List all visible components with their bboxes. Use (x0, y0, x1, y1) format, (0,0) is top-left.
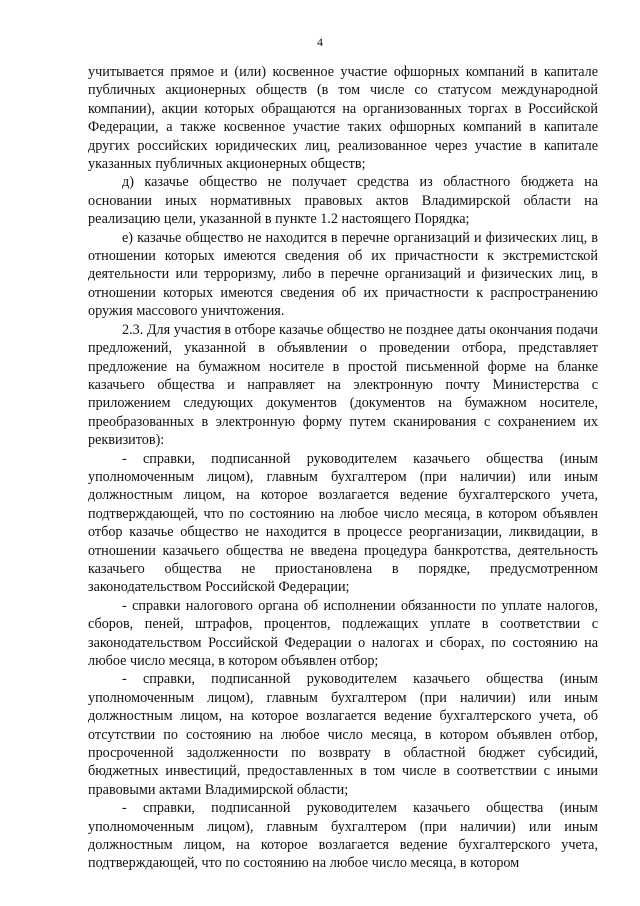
paragraph-offshore-participation: учитывается прямое и (или) косвенное участие офшорных компаний в капитале публичных акционерных обществ (в том числе со статусом международной компании), акции которых обращаются на организованных торгах в Российской Федерации, а также косвенное участие таких офшорных компаний в капитале других российских юридических лиц, реализованное через участие в капитале указанных публичных акционерных обществ; (88, 64, 598, 173)
page-number: 4 (317, 35, 323, 49)
list-item-debt-certificate: - справки, подписанной руководителем казачьего общества (иным уполномоченным лицом), главным бухгалтером (при наличии) или иным должностным лицом, на которое возлагается ведение бухгалтерского учета, об отсутствии по состоянию на любое число месяца, в котором объявлен отбор, просроченной задолженности по возврату в областной бюджет субсидий, бюджетных инвестиций, предоставленных в том числе в соответствии с иными правовыми актами Владимирской области; (88, 671, 598, 798)
list-item-reorganization-certificate: - справки, подписанной руководителем казачьего общества (иным уполномоченным лицом), главным бухгалтером (при наличии) или иным должностным лицом, на которое возлагается ведение бухгалтерского учета, подтверждающей, что по состоянию на любое число месяца, в котором объявлен отбор казачье общество не находится в процессе реорганизации, ликвидации, в отношении казачьего общества не введена процедура банкротства, деятельность казачьего общества не приостановлена в порядке, предусмотренном законодательством Российской Федерации; (88, 450, 598, 596)
list-item-confirmation-certificate: - справки, подписанной руководителем казачьего общества (иным уполномоченным лицом), главным бухгалтером (при наличии) или иным должностным лицом, на которое возлагается ведение бухгалтерского учета, подтверждающей, что по состоянию на любое число месяца, в котором (88, 800, 598, 872)
paragraph-item-e: е) казачье общество не находится в перечне организаций и физических лиц, в отношении которых имеются сведения об их причастности к экстремистской деятельности или терроризму, либо в перечне организаций и физических лиц, в отношении которых имеются сведения об их причастности к распространению оружия массового уничтожения. (88, 229, 598, 320)
document-body (88, 63, 598, 873)
list-item-tax-certificate: - справки налогового органа об исполнении обязанности по уплате налогов, сборов, пеней, штрафов, процентов, подлежащих уплате в соответствии с законодательством Российской Федерации о налогах и сборах, по состоянию на любое число месяца, в котором объявлен отбор; (88, 597, 598, 669)
paragraph-section-2-3: 2.3. Для участия в отборе казачье общество не позднее даты окончания подачи предложений, указанной в объявлении о проведении отбора, представляет предложение на бумажном носителе в простой письменной форме на бланке казачьего общества и направляет на электронную почту Министерства с приложением следующих документов (документов на бумажном носителе, преобразованных в электронную форму путем сканирования с сохранением их реквизитов): (88, 321, 598, 449)
paragraph-item-d: д) казачье общество не получает средства из областного бюджета на основании иных нормативных правовых актов Владимирской области на реализацию цели, указанной в пункте 1.2 настоящего Порядка; (88, 174, 598, 228)
